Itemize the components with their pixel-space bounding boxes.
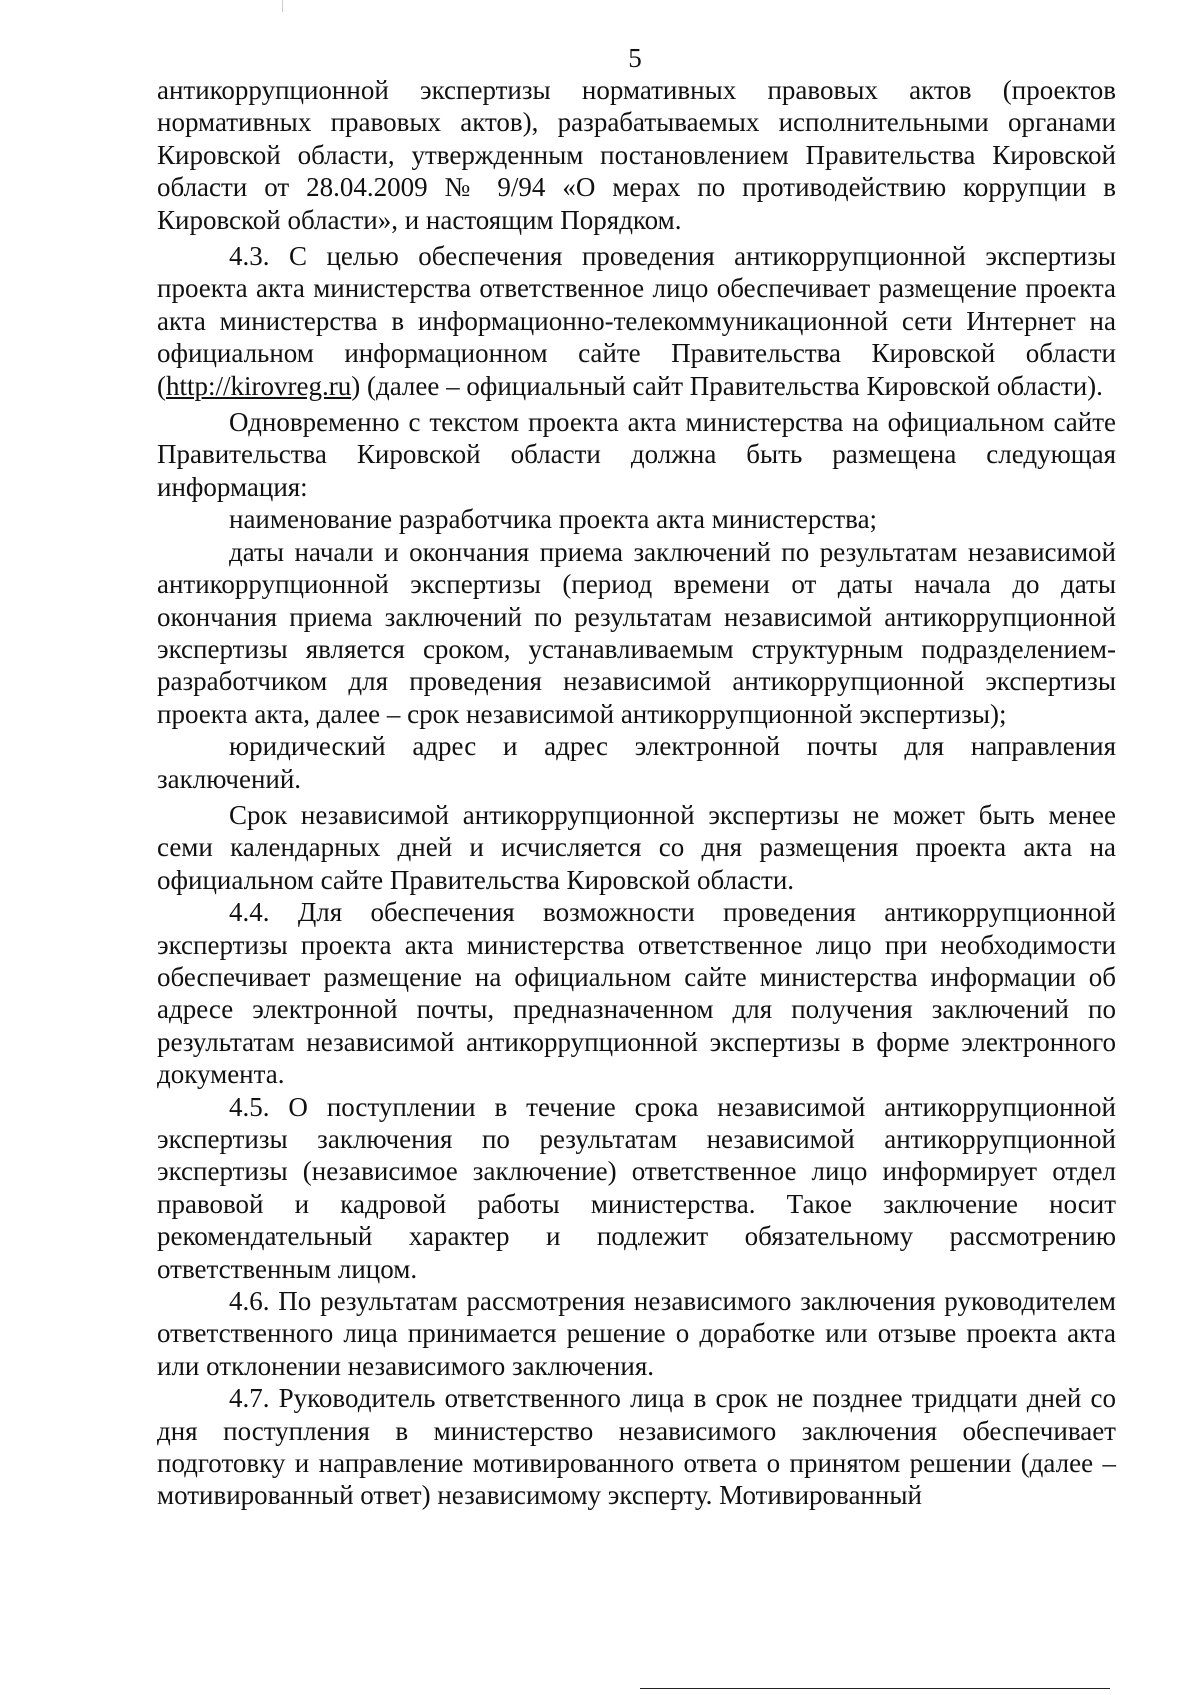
website-link[interactable]: http://kirovreg.ru bbox=[166, 370, 352, 401]
paragraph-publication-info: Одновременно с текстом проекта акта министерства на официальном сайте Правительства Кировской области должна быть размещена следующая информация: bbox=[157, 407, 1116, 502]
scan-edge-mark bbox=[282, 0, 283, 12]
paragraph-4-6: 4.6. По результатам рассмотрения независимого заключения руководителем ответственного лица принимается решение о доработке или отзыве проекта акта или отклонении независимого заключения. bbox=[157, 1286, 1116, 1381]
list-item-dates: даты начали и окончания приема заключений по результатам независимой антикоррупционной экспертизы (период времени от даты начала до даты окончания приема заключений по результатам независимой антикоррупционной экспертизы является сроком, устанавливаемым структурным подразделением-разработчиком для проведения независимой антикоррупционной экспертизы проекта акта, далее – срок независимой антикоррупционной экспертизы); bbox=[157, 536, 1116, 729]
paragraph-4-3-text: 4.3. С целью обеспечения проведения антикоррупционной экспертизы проекта акта министерства ответственное лицо обеспечивает размещение проекта акта министерства в информационно-телекоммуникационной сети Интернет на официальном информационном сайте Правительства Кировской области ( bbox=[157, 241, 1116, 401]
footer-rule bbox=[640, 1688, 1110, 1689]
page-number: 5 bbox=[628, 43, 642, 73]
paragraph-continuation: антикоррупционной экспертизы нормативных правовых актов (проектов нормативных правовых актов), разрабатываемых исполнительными органами Кировской области, утвержденным постановлением Правительства Кировской области от 28.04.2009 № 9/94 «О мерах по противодействию коррупции в Кировской области», и настоящим Порядком. bbox=[157, 75, 1116, 235]
paragraph-4-3 bbox=[157, 240, 1116, 402]
paragraph-expertise-term: Срок независимой антикоррупционной экспертизы не может быть менее семи календарных дней и исчисляется со дня размещения проекта акта на официальном сайте Правительства Кировской области. bbox=[157, 799, 1116, 895]
paragraph-4-7: 4.7. Руководитель ответственного лица в срок не позднее тридцати дней со дня поступления в министерство независимого заключения обеспечивает подготовку и направление мотивированного ответа о принятом решении (далее – мотивированный ответ) независимому эксперту. Мотивированный bbox=[157, 1383, 1116, 1511]
document-body bbox=[157, 74, 1116, 1512]
list-item-developer-name: наименование разработчика проекта акта министерства; bbox=[229, 504, 878, 535]
paragraph-4-3-tail: ) (далее – официальный сайт Правительства Кировской области). bbox=[351, 370, 1103, 401]
paragraph-4-5: 4.5. О поступлении в течение срока независимой антикоррупционной экспертизы заключения по результатам независимой антикоррупционной экспертизы (независимое заключение) ответственное лицо информирует отдел правовой и кадровой работы министерства. Такое заключение носит рекомендательный характер и подлежит обязательному рассмотрению ответственным лицом. bbox=[157, 1091, 1116, 1284]
paragraph-4-4: 4.4. Для обеспечения возможности проведения антикоррупционной экспертизы проекта акта министерства ответственное лицо при необходимости обеспечивает размещение на официальном сайте министерства информации об адресе электронной почты, предназначенном для получения заключений по результатам независимой антикоррупционной экспертизы в форме электронного документа. bbox=[157, 897, 1116, 1090]
list-item-addresses: юридический адрес и адрес электронной почты для направления заключений. bbox=[157, 731, 1116, 794]
